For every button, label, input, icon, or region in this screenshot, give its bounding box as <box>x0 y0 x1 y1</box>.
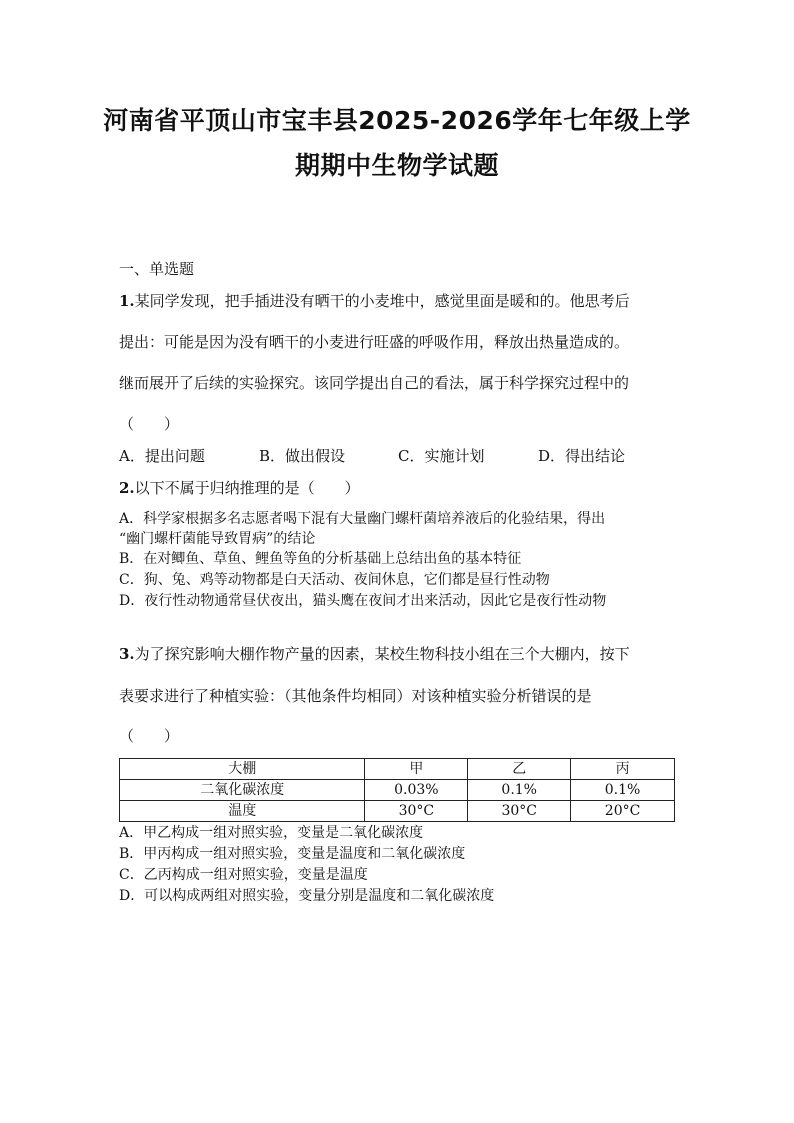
table-cell: 30°C <box>365 801 468 822</box>
q1-text-1: 某同学发现，把手插进没有晒干的小麦堆中，感觉里面是暖和的。他思考后 <box>134 292 630 310</box>
q3-option-b[interactable]: B．甲丙构成一组对照实验，变量是温度和二氧化碳浓度 <box>119 846 466 862</box>
q3-option-a[interactable]: A．甲乙构成一组对照实验，变量是二氧化碳浓度 <box>119 825 424 841</box>
section-heading: 一、单选题 <box>119 260 195 278</box>
q2-option-a[interactable]: A．科学家根据多名志愿者喝下混有大量幽门螺杆菌培养液后的化验结果，得出 <box>119 511 606 527</box>
table-row <box>120 780 675 801</box>
q3-line-3: （ ） <box>119 727 180 745</box>
table-cell: 二氧化碳浓度 <box>120 780 365 801</box>
q2-option-a-cont: “幽门螺杆菌能导致胃病”的结论 <box>119 531 316 547</box>
table-header-row <box>120 759 675 780</box>
q3-option-c[interactable]: C．乙丙构成一组对照实验，变量是温度 <box>119 867 368 883</box>
q1-number: 1. <box>119 292 135 310</box>
q3-number: 3. <box>119 645 135 663</box>
q1-line-3: 继而展开了后续的实验探究。该同学提出自己的看法，属于科学探究过程中的 <box>119 374 630 392</box>
page-title-line-2: 期期中生物学试题 <box>294 151 499 180</box>
q1-option-b[interactable]: B．做出假设 <box>259 447 346 465</box>
q2-stem <box>119 478 360 498</box>
page-title-line-1: 河南省平顶山市宝丰县2025-2026学年七年级上学 <box>103 106 691 135</box>
greenhouse-table <box>119 758 675 822</box>
q1-option-d[interactable]: D．得出结论 <box>538 447 626 465</box>
q3-text-1: 为了探究影响大棚作物产量的因素，某校生物科技小组在三个大棚内，按下 <box>134 645 630 663</box>
q2-number: 2. <box>119 479 135 497</box>
table-header-cell: 甲 <box>365 759 468 780</box>
table-row <box>120 801 675 822</box>
q1-line-1 <box>119 291 630 311</box>
q3-line-2: 表要求进行了种植实验：（其他条件均相同）对该种植实验分析错误的是 <box>119 687 592 705</box>
q2-text: 以下不属于归纳推理的是（ ） <box>134 479 360 497</box>
table-cell: 20°C <box>571 801 675 822</box>
q1-option-c[interactable]: C．实施计划 <box>398 447 485 465</box>
q3-line-1 <box>119 644 630 664</box>
q1-line-4: （ ） <box>119 415 180 433</box>
q2-option-b[interactable]: B．在对鲫鱼、草鱼、鲤鱼等鱼的分析基础上总结出鱼的基本特征 <box>119 551 522 567</box>
table-cell: 0.03% <box>365 780 468 801</box>
q1-line-2: 提出：可能是因为没有晒干的小麦进行旺盛的呼吸作用，释放出热量造成的。 <box>119 333 630 351</box>
q2-option-d[interactable]: D．夜行性动物通常昼伏夜出，猫头鹰在夜间才出来活动，因此它是夜行性动物 <box>119 593 607 609</box>
table-header-cell: 大棚 <box>120 759 365 780</box>
q1-option-a[interactable]: A．提出问题 <box>119 447 205 465</box>
table-header-cell: 丙 <box>571 759 675 780</box>
table-cell: 0.1% <box>468 780 571 801</box>
table-header-cell: 乙 <box>468 759 571 780</box>
table-cell: 30°C <box>468 801 571 822</box>
q2-option-c[interactable]: C．狗、兔、鸡等动物都是白天活动、夜间休息，它们都是昼行性动物 <box>119 572 550 588</box>
table-cell: 温度 <box>120 801 365 822</box>
table-cell: 0.1% <box>571 780 675 801</box>
q3-option-d[interactable]: D．可以构成两组对照实验，变量分别是温度和二氧化碳浓度 <box>119 888 495 904</box>
